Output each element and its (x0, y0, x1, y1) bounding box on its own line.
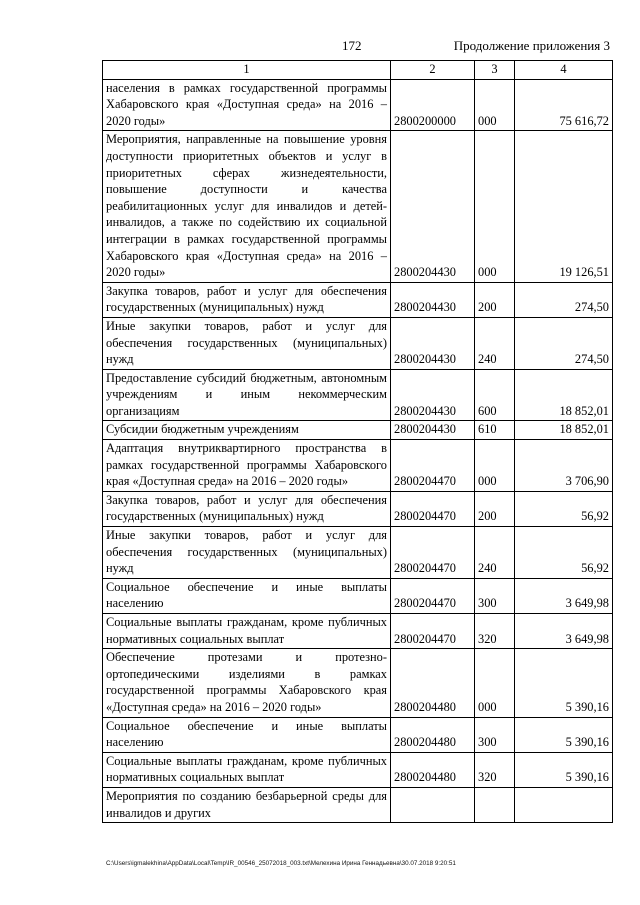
table-row (103, 614, 613, 649)
cell-type: 000 (475, 79, 515, 131)
cell-name: Обеспечение протезами и протезно-ортопедическими изделиями в рамках государственной программы Хабаровского края «Доступная среда» на 2016 – 2020 годы» (103, 649, 391, 717)
table-row (103, 282, 613, 317)
cell-amount: 5 390,16 (515, 752, 613, 787)
cell-code: 2800204430 (391, 317, 475, 369)
cell-type: 610 (475, 421, 515, 440)
cell-type: 320 (475, 752, 515, 787)
table-row (103, 717, 613, 752)
table-row (103, 440, 613, 492)
cell-code: 2800204470 (391, 491, 475, 526)
table-row (103, 421, 613, 440)
cell-amount: 3 649,98 (515, 614, 613, 649)
table-row (103, 649, 613, 717)
cell-code: 2800204480 (391, 752, 475, 787)
cell-code: 2800200000 (391, 79, 475, 131)
cell-name: Адаптация внутриквартирного пространства в рамках государственной программы Хабаровского края «Доступная среда» на 2016 – 2020 годы» (103, 440, 391, 492)
cell-code (391, 787, 475, 822)
cell-type: 200 (475, 282, 515, 317)
cell-amount: 56,92 (515, 491, 613, 526)
cell-type: 300 (475, 578, 515, 613)
cell-code: 2800204470 (391, 440, 475, 492)
cell-amount: 18 852,01 (515, 421, 613, 440)
table-row (103, 578, 613, 613)
cell-type: 320 (475, 614, 515, 649)
cell-code: 2800204480 (391, 649, 475, 717)
column-header: 1 (103, 61, 391, 80)
budget-table (102, 60, 613, 823)
cell-amount: 274,50 (515, 282, 613, 317)
cell-code: 2800204470 (391, 527, 475, 579)
cell-type: 240 (475, 527, 515, 579)
column-header: 2 (391, 61, 475, 80)
cell-type: 600 (475, 369, 515, 421)
table-row (103, 79, 613, 131)
cell-name: Предоставление субсидий бюджетным, автономным учреждениям и иным некоммерческим организациям (103, 369, 391, 421)
cell-name: Иные закупки товаров, работ и услуг для обеспечения государственных (муниципальных) нужд (103, 527, 391, 579)
table-row (103, 131, 613, 282)
cell-name: Мероприятия по созданию безбарьерной среды для инвалидов и других (103, 787, 391, 822)
cell-name: Мероприятия, направленные на повышение уровня доступности приоритетных объектов и услуг в приоритетных сферах жизнедеятельности, повышение доступности и качества реабилитационных услуг для инвалидов и детей-инвалидов, а также по содействию их социальной интеграции в рамках государственной программы Хабаровского края «Доступная среда» на 2016 – 2020 годы» (103, 131, 391, 282)
cell-code: 2800204480 (391, 717, 475, 752)
table-row (103, 317, 613, 369)
table-row (103, 491, 613, 526)
cell-code: 2800204430 (391, 282, 475, 317)
cell-amount: 5 390,16 (515, 649, 613, 717)
cell-name: населения в рамках государственной программы Хабаровского края «Доступная среда» на 2016 – 2020 годы» (103, 79, 391, 131)
cell-code: 2800204430 (391, 421, 475, 440)
cell-code: 2800204470 (391, 614, 475, 649)
cell-name: Субсидии бюджетным учреждениям (103, 421, 391, 440)
cell-amount: 3 706,90 (515, 440, 613, 492)
cell-amount: 19 126,51 (515, 131, 613, 282)
cell-name: Закупка товаров, работ и услуг для обеспечения государственных (муниципальных) нужд (103, 491, 391, 526)
cell-code: 2800204470 (391, 578, 475, 613)
cell-amount: 75 616,72 (515, 79, 613, 131)
cell-name: Социальное обеспечение и иные выплаты населению (103, 578, 391, 613)
table-header-row (103, 61, 613, 80)
cell-type: 300 (475, 717, 515, 752)
cell-name: Закупка товаров, работ и услуг для обеспечения государственных (муниципальных) нужд (103, 282, 391, 317)
cell-code: 2800204430 (391, 369, 475, 421)
column-header: 3 (475, 61, 515, 80)
cell-amount: 3 649,98 (515, 578, 613, 613)
cell-amount: 18 852,01 (515, 369, 613, 421)
cell-amount: 56,92 (515, 527, 613, 579)
cell-name: Иные закупки товаров, работ и услуг для обеспечения государственных (муниципальных) нужд (103, 317, 391, 369)
table-row (103, 787, 613, 822)
cell-type: 000 (475, 131, 515, 282)
cell-type: 000 (475, 649, 515, 717)
cell-type: 000 (475, 440, 515, 492)
cell-amount: 274,50 (515, 317, 613, 369)
table-row (103, 369, 613, 421)
cell-amount (515, 787, 613, 822)
file-path-footer: C:\Users\igmalekhina\AppData\Local\Temp\IR_00546_25072018_003.txt\Мелехина Ирина Геннадьевна\30.07.2018 9:20:51 (106, 860, 456, 867)
cell-type: 200 (475, 491, 515, 526)
cell-type (475, 787, 515, 822)
cell-name: Социальные выплаты гражданам, кроме публичных нормативных социальных выплат (103, 614, 391, 649)
continuation-label: Продолжение приложения 3 (453, 38, 610, 53)
cell-code: 2800204430 (391, 131, 475, 282)
table-row (103, 527, 613, 579)
page-number: 172 (342, 38, 362, 53)
cell-name: Социальные выплаты гражданам, кроме публичных нормативных социальных выплат (103, 752, 391, 787)
table-row (103, 752, 613, 787)
column-header: 4 (515, 61, 613, 80)
cell-type: 240 (475, 317, 515, 369)
cell-amount: 5 390,16 (515, 717, 613, 752)
table-body (103, 79, 613, 823)
cell-name: Социальное обеспечение и иные выплаты населению (103, 717, 391, 752)
